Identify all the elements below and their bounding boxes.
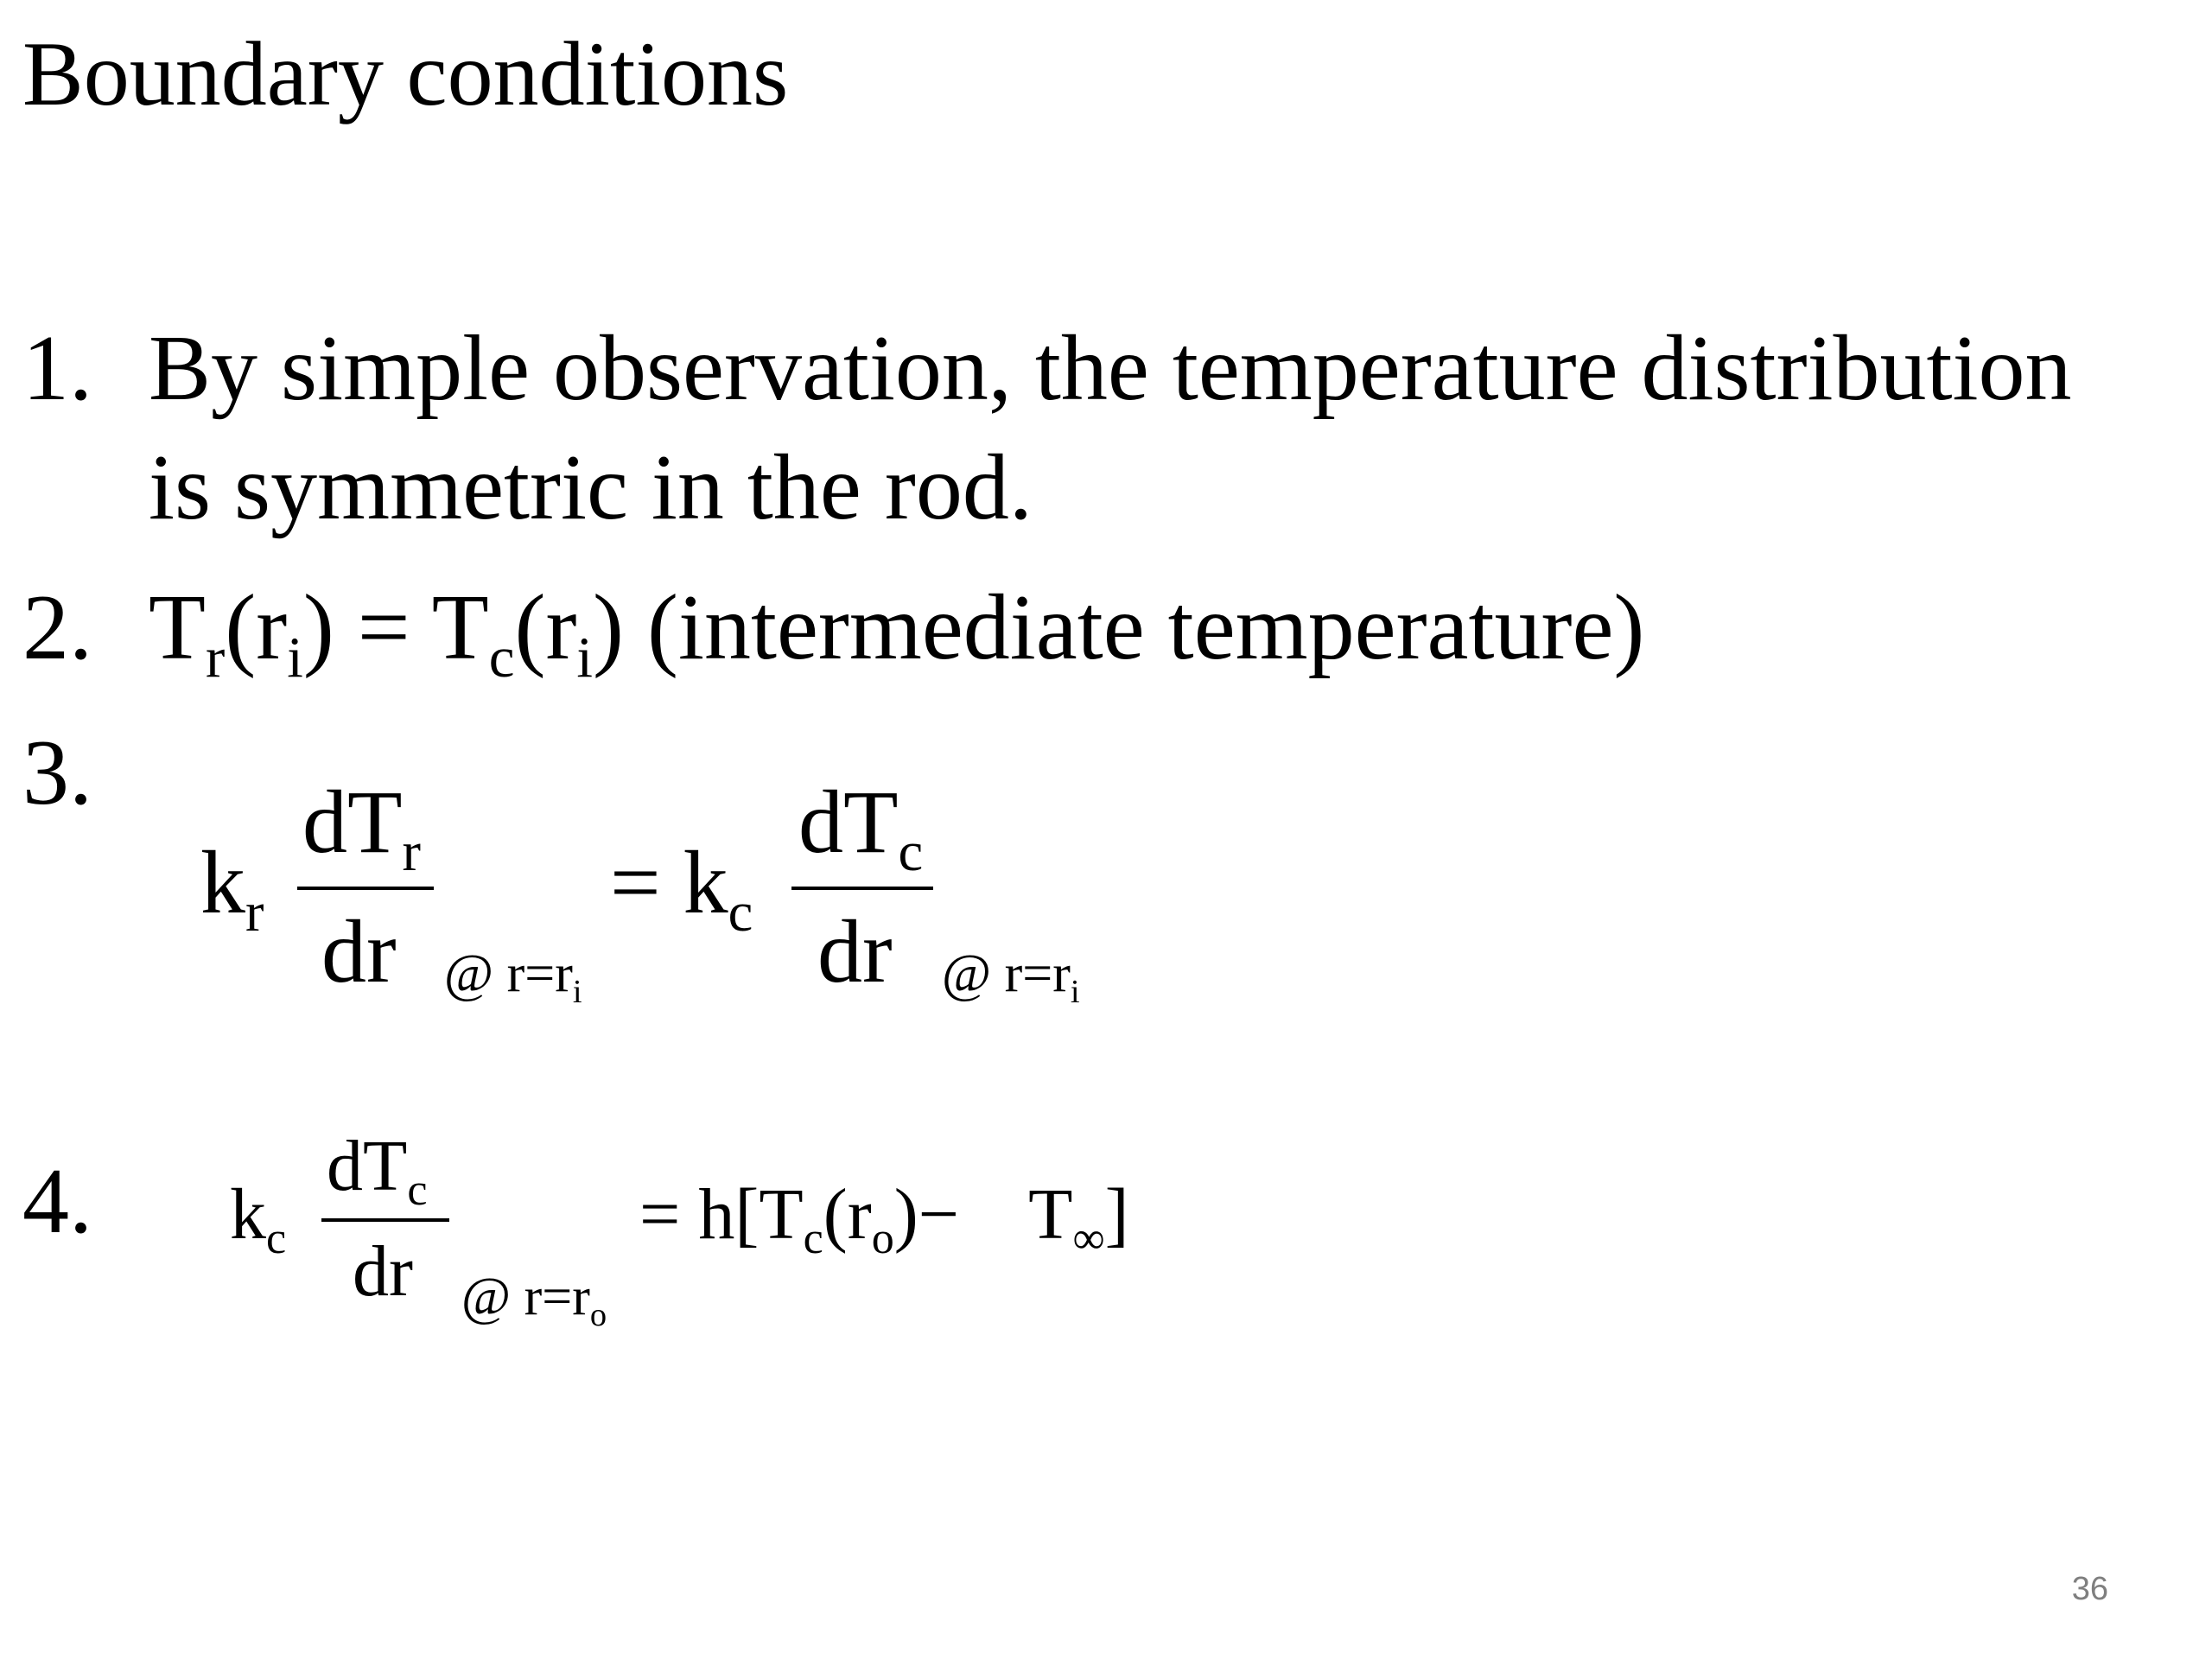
- slide-title: Boundary conditions: [22, 23, 789, 124]
- item-3-rhs-k: = kc: [610, 833, 753, 943]
- item-3-rhs-fraction-bar: [791, 887, 933, 890]
- item-4-evaluation: @ $r=r_o$: [461, 1268, 607, 1334]
- item-3-rhs-numerator: dTc: [798, 772, 924, 882]
- item-3-lhs-denominator: dr: [321, 902, 397, 1001]
- item-3-number: 3.: [22, 721, 92, 824]
- item-3-lhs-k: kr: [200, 833, 264, 943]
- item-4-denominator: dr: [353, 1231, 413, 1312]
- item-3-rhs-evaluation: @ $r=r_i$: [942, 944, 1080, 1011]
- item-4-number: 4.: [22, 1150, 92, 1253]
- page-number: 36: [2071, 1571, 2108, 1607]
- item-4-rhs: = h[Tc(ro)− T∞]: [639, 1174, 1129, 1263]
- item-1-line-1: By simple observation, the temperature distribution: [149, 317, 2072, 420]
- item-4-numerator: dTc: [327, 1126, 428, 1215]
- item-3-lhs-evaluation: @ $r=r_i$: [444, 944, 582, 1011]
- item-3-rhs-denominator: dr: [817, 902, 893, 1001]
- item-3-lhs-numerator: dTr: [302, 772, 421, 882]
- item-4-fraction-bar: [321, 1218, 449, 1222]
- item-3-lhs-fraction-bar: [297, 887, 434, 890]
- item-2-number: 2.: [22, 576, 92, 679]
- item-4-k: kc: [230, 1174, 287, 1263]
- item-1-line-2: is symmetric in the rod.: [149, 436, 1033, 539]
- item-2-equation: Tr(ri) = Tc(ri) (intermediate temperature): [149, 576, 1645, 690]
- item-1-number: 1.: [22, 317, 92, 420]
